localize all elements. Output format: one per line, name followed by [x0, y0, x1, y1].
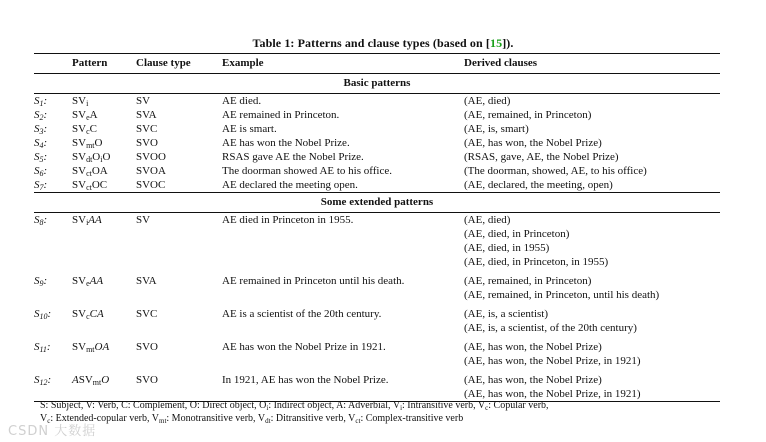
row-id-colon: : — [43, 109, 48, 121]
row-id — [34, 340, 72, 354]
row-derived-clause: (AE, remained, in Princeton, until his death) — [464, 289, 660, 301]
row-pattern — [72, 136, 136, 150]
row-id-number: 12 — [39, 378, 48, 387]
pattern-main: SV — [72, 137, 87, 149]
table-row-continuation — [34, 354, 720, 368]
row-id — [34, 150, 72, 164]
row-example: AE is a scientist of the 20th century. — [222, 308, 382, 320]
row-id — [34, 213, 72, 228]
row-example: AE declared the meeting open. — [222, 179, 358, 191]
pattern-tail: O — [101, 374, 110, 386]
pattern-main: SV — [72, 308, 87, 320]
pattern-subscript: mt — [86, 345, 95, 354]
row-derived-clause: (AE, has won, the Nobel Prize) — [464, 374, 602, 386]
row-id-letter: S — [34, 151, 40, 163]
row-derived-clause: (AE, remained, in Princeton) — [464, 109, 592, 121]
row-id-colon: : — [43, 179, 48, 191]
row-id-letter: S — [34, 109, 40, 121]
pattern-main: SV — [72, 165, 87, 177]
row-clause-empty — [136, 241, 222, 255]
row-pattern-empty — [72, 288, 136, 302]
row-pattern — [72, 373, 136, 387]
pattern-subscript: e — [86, 279, 90, 288]
row-id-number: 6 — [39, 169, 44, 178]
row-example-empty — [222, 227, 464, 241]
pattern-tail: O — [92, 151, 101, 163]
caption-prefix: Table 1: Patterns and clause types (based on [ — [252, 36, 490, 50]
table-row — [34, 94, 720, 109]
row-id — [34, 178, 72, 193]
row-clause-type: SVC — [136, 308, 158, 320]
row-id-letter: S — [34, 179, 40, 191]
footnote-text: : Indirect object, A: Adverbial, V — [268, 400, 401, 411]
row-example: AE died in Princeton in 1955. — [222, 214, 354, 226]
row-id-letter: S — [34, 137, 40, 149]
citation-link[interactable]: 15 — [490, 36, 503, 50]
table-row — [34, 122, 720, 136]
pattern-tail: AA — [88, 214, 102, 226]
extended-patterns-body — [34, 213, 720, 402]
row-pattern — [72, 213, 136, 228]
row-id-letter: S — [34, 341, 40, 353]
row-pattern-empty — [72, 241, 136, 255]
row-id-number: 7 — [39, 183, 44, 192]
row-clause-type: SV — [136, 214, 151, 226]
row-id-empty — [34, 227, 72, 241]
row-clause-empty — [136, 227, 222, 241]
row-clause-type: SVOA — [136, 165, 166, 177]
footnote-text: : Complex-transitive verb — [360, 413, 464, 424]
row-id-empty — [34, 321, 72, 335]
row-clause-type: SVOC — [136, 179, 166, 191]
pattern-subscript: c — [86, 312, 90, 321]
footnote-text: : Ditransitive verb, V — [270, 413, 356, 424]
header-derived: Derived clauses — [464, 54, 720, 74]
row-derived-clause: (AE, is, smart) — [464, 123, 529, 135]
pattern-tail: A — [89, 109, 98, 121]
row-id-empty — [34, 288, 72, 302]
row-pattern — [72, 340, 136, 354]
row-clause-empty — [136, 321, 222, 335]
row-id — [34, 94, 72, 109]
pattern-subscript: c — [86, 127, 90, 136]
footnote-text: : Extended-copular verb, V — [50, 413, 160, 424]
footnote-text: S: Subject, V: Verb, C: Complement, O: Direct object, O — [40, 400, 267, 411]
row-derived-clause: (AE, has won, the Nobel Prize) — [464, 137, 602, 149]
row-id — [34, 136, 72, 150]
basic-patterns-body — [34, 94, 720, 193]
table-row — [34, 164, 720, 178]
row-id-colon: : — [43, 151, 48, 163]
header-clause-type: Clause type — [136, 54, 222, 74]
table-row — [34, 373, 720, 387]
pattern-subscript: i — [86, 99, 89, 108]
footnote-subscript: c — [485, 404, 489, 412]
row-id-empty — [34, 354, 72, 368]
header-example: Example — [222, 54, 464, 74]
row-derived-clause: (RSAS, gave, AE, the Nobel Prize) — [464, 151, 619, 163]
caption-suffix: ]). — [502, 36, 514, 50]
row-clause-empty — [136, 288, 222, 302]
footnote-text: : Monotransitive verb, V — [166, 413, 266, 424]
pattern-tail: O — [94, 137, 103, 149]
row-clause-type: SVA — [136, 109, 157, 121]
table-caption — [0, 36, 766, 51]
pattern-main: SV — [72, 214, 87, 226]
table-row — [34, 150, 720, 164]
pattern-subscript: ct — [86, 183, 92, 192]
header-pattern: Pattern — [72, 54, 136, 74]
section-title-extended: Some extended patterns — [34, 193, 720, 213]
row-example: AE is smart. — [222, 123, 277, 135]
row-id — [34, 373, 72, 387]
row-example: In 1921, AE has won the Nobel Prize. — [222, 374, 389, 386]
row-example: AE died. — [222, 95, 262, 107]
pattern-main: SV — [72, 275, 87, 287]
row-derived-clause: (AE, declared, the meeting, open) — [464, 179, 613, 191]
pattern-subscript: e — [86, 113, 90, 122]
pattern-tail: CA — [89, 308, 104, 320]
pattern-subscript-2: i — [100, 155, 103, 164]
table-footnote — [40, 399, 730, 425]
row-derived-clause: (AE, is, a scientist) — [464, 308, 549, 320]
footnote-line-2 — [40, 412, 730, 425]
row-derived-clause: (AE, died) — [464, 95, 511, 107]
footnote-text: : Copular verb, — [488, 400, 549, 411]
pattern-tail: C — [89, 123, 97, 135]
row-id-letter: S — [34, 374, 40, 386]
row-pattern-empty — [72, 255, 136, 269]
pattern-subscript: dt — [86, 155, 93, 164]
pattern-main: SV — [72, 151, 87, 163]
section-title-basic: Basic patterns — [34, 74, 720, 94]
row-id-number: 3 — [39, 127, 44, 136]
footnote-subscript: dt — [265, 417, 271, 425]
row-id-letter: S — [34, 123, 40, 135]
row-example: AE has won the Nobel Prize in 1921. — [222, 341, 386, 353]
row-id-number: 1 — [39, 99, 44, 108]
row-id-colon: : — [43, 275, 48, 287]
row-example: AE has won the Nobel Prize. — [222, 137, 350, 149]
table-row-continuation — [34, 241, 720, 255]
footnote-subscript: i — [400, 404, 403, 412]
row-derived-clause: (AE, died, in Princeton) — [464, 228, 570, 240]
row-clause-type: SVO — [136, 341, 159, 353]
table-row — [34, 136, 720, 150]
footnote-subscript: c — [47, 417, 51, 425]
row-id — [34, 122, 72, 136]
footnote-text: V — [40, 413, 48, 424]
row-clause-type: SVC — [136, 123, 158, 135]
row-clause-type: SVA — [136, 275, 157, 287]
row-derived-clause: (AE, has won, the Nobel Prize) — [464, 341, 602, 353]
row-id-empty — [34, 255, 72, 269]
footnote-subscript: ct — [355, 417, 361, 425]
row-pattern — [72, 274, 136, 288]
pattern-main: SV — [72, 95, 87, 107]
row-id-letter: S — [34, 214, 40, 226]
pattern-main: SV — [78, 374, 93, 386]
row-id-colon: : — [43, 214, 48, 226]
row-clause-type: SVOO — [136, 151, 166, 163]
pattern-main: SV — [72, 123, 87, 135]
row-example: AE remained in Princeton. — [222, 109, 340, 121]
row-pattern-empty — [72, 227, 136, 241]
table-row — [34, 213, 720, 228]
pattern-tail: AA — [89, 275, 104, 287]
table-header-row — [34, 54, 720, 74]
row-clause-empty — [136, 255, 222, 269]
row-id-letter: S — [34, 165, 40, 177]
pattern-main: SV — [72, 179, 87, 191]
row-derived-clause: (AE, remained, in Princeton) — [464, 275, 592, 287]
row-id-number: 4 — [39, 141, 44, 150]
row-id-colon: : — [47, 308, 52, 320]
row-id — [34, 164, 72, 178]
row-id-letter: S — [34, 308, 40, 320]
row-example-empty — [222, 288, 464, 302]
row-example: The doorman showed AE to his office. — [222, 165, 392, 177]
table-row-continuation — [34, 288, 720, 302]
row-example-empty — [222, 321, 464, 335]
row-pattern-empty — [72, 354, 136, 368]
row-id-colon: : — [43, 165, 48, 177]
watermark-logo: CSDN 大数据 — [8, 424, 97, 439]
row-id — [34, 307, 72, 321]
row-id-colon: : — [47, 374, 52, 386]
row-id-number: 9 — [39, 279, 44, 288]
row-clause-type: SVO — [136, 374, 159, 386]
row-derived-clause: (AE, died) — [464, 214, 511, 226]
row-derived-clause: (AE, has won, the Nobel Prize, in 1921) — [464, 387, 720, 402]
row-pattern — [72, 307, 136, 321]
row-pattern-empty — [72, 321, 136, 335]
table-row-continuation — [34, 321, 720, 335]
row-example: RSAS gave AE the Nobel Prize. — [222, 151, 364, 163]
pattern-prefix: A — [72, 374, 79, 386]
row-id — [34, 274, 72, 288]
pattern-tail: OA — [94, 341, 110, 353]
row-id-colon: : — [43, 123, 48, 135]
row-pattern — [72, 178, 136, 193]
row-id-colon: : — [43, 137, 48, 149]
footnote-subscript: mt — [159, 417, 167, 425]
pattern-main: SV — [72, 109, 87, 121]
patterns-table — [34, 53, 720, 402]
row-id-colon: : — [43, 95, 48, 107]
row-example-empty — [222, 354, 464, 368]
row-pattern — [72, 150, 136, 164]
pattern-tail-2: O — [102, 151, 111, 163]
row-pattern — [72, 122, 136, 136]
row-id — [34, 108, 72, 122]
pattern-subscript: mt — [92, 378, 102, 387]
row-id-number: 11 — [39, 345, 47, 354]
row-clause-type: SVO — [136, 137, 159, 149]
row-id-number: 8 — [39, 218, 44, 227]
pattern-main: SV — [72, 341, 87, 353]
row-derived-clause: (AE, has won, the Nobel Prize, in 1921) — [464, 355, 641, 367]
footnote-text: : Intransitive verb, V — [402, 400, 486, 411]
pattern-subscript: ct — [86, 169, 92, 178]
row-example: AE remained in Princeton until his death. — [222, 275, 405, 287]
row-derived-clause: (The doorman, showed, AE, to his office) — [464, 165, 647, 177]
row-id-colon: : — [46, 341, 51, 353]
table-row-continuation — [34, 255, 720, 269]
pattern-tail: OC — [91, 179, 108, 191]
row-example-empty — [222, 241, 464, 255]
row-id-number: 2 — [39, 113, 44, 122]
row-id-number: 10 — [39, 312, 48, 321]
row-clause-type: SV — [136, 95, 151, 107]
section-row-basic — [34, 74, 720, 94]
pattern-subscript: mt — [86, 141, 95, 150]
table-row-continuation — [34, 227, 720, 241]
footnote-line-1 — [40, 399, 730, 412]
pattern-subscript: i — [86, 218, 89, 227]
row-id-empty — [34, 241, 72, 255]
header-id — [34, 54, 72, 74]
row-pattern — [72, 94, 136, 109]
table-row — [34, 307, 720, 321]
row-id-letter: S — [34, 95, 40, 107]
row-derived-clause: (AE, died, in Princeton, in 1955) — [464, 256, 609, 268]
pattern-tail: OA — [91, 165, 108, 177]
table-row — [34, 340, 720, 354]
footnote-subscript: i — [266, 404, 269, 412]
row-derived-clause: (AE, died, in 1955) — [464, 242, 550, 254]
table-row — [34, 274, 720, 288]
table-row — [34, 178, 720, 193]
row-example-empty — [222, 255, 464, 269]
row-pattern — [72, 164, 136, 178]
row-derived-clause: (AE, is, a scientist, of the 20th century) — [464, 322, 637, 334]
row-pattern — [72, 108, 136, 122]
row-id-number: 5 — [39, 155, 44, 164]
row-id-letter: S — [34, 275, 40, 287]
section-row-extended — [34, 193, 720, 213]
row-clause-empty — [136, 354, 222, 368]
table-row — [34, 108, 720, 122]
